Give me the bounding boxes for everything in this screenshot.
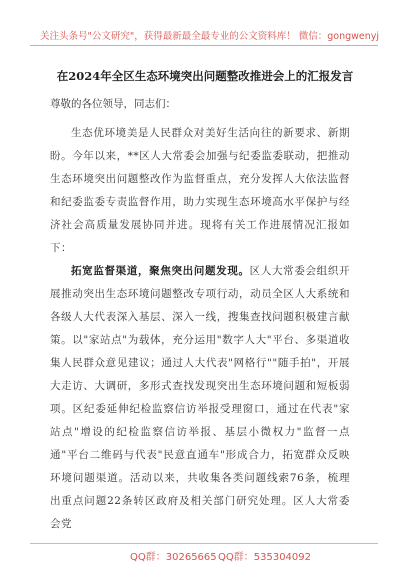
greeting: 尊敬的各位领导，同志们： bbox=[50, 98, 176, 110]
document-body bbox=[50, 122, 350, 536]
qq-group-1: QQ群：30265665 bbox=[130, 552, 217, 563]
paragraph-section-1 bbox=[50, 260, 350, 536]
section-heading: 拓宽监督渠道，聚焦突出问题发现。 bbox=[71, 265, 250, 277]
footer-divider bbox=[30, 543, 378, 544]
section-text: 区人大常委会组织开展推动突出生态环境问题整改专项行动，动员全区人大系统和各级人大代表深入基层、深入一线，搜集查找问题积极建言献策。以"家站点"为载体，充分运用"数字人大"平台、多渠道收集人民群众意见建议；通过人大代表"网格行""随手拍"，开展大走访、大调研，多形式查找发现突出生态环境问题和短板弱项。区纪委延伸纪检监察信访举报受理窗口，通过在代表"家站点"增设的纪检监察信访举报、基层小微权力"监督一点通"平台二维码与代表"民意直通车"形成合力，拓宽群众反映环境问题渠道。活动以来，共收集各类问题线索76条，梳理出重点问题22条转区政府及相关部门研究处理。区人大常委会党 bbox=[50, 265, 351, 530]
qq-group-2: QQ群：535304092 bbox=[218, 552, 312, 563]
header-divider bbox=[30, 45, 378, 46]
paragraph-intro: 生态优环境美是人民群众对美好生活向往的新要求、新期盼。今年以来，**区人大常委会加强与纪委监委联动，把推动生态环境突出问题整改作为监督重点，充分发挥人大依法监督和纪委监委专责监督作用，助力实现生态环境高水平保护与经济社会高质量发展协同并进。现将有关工作进展情况汇报如下： bbox=[50, 127, 350, 254]
promo-header: 关注头条号"公文研究"，获得最新最全最专业的公文资料库！ 微信：gongwenyj bbox=[40, 31, 380, 42]
document-title: 在2024年全区生态环境突出问题整改推进会上的汇报发言 bbox=[56, 69, 354, 83]
